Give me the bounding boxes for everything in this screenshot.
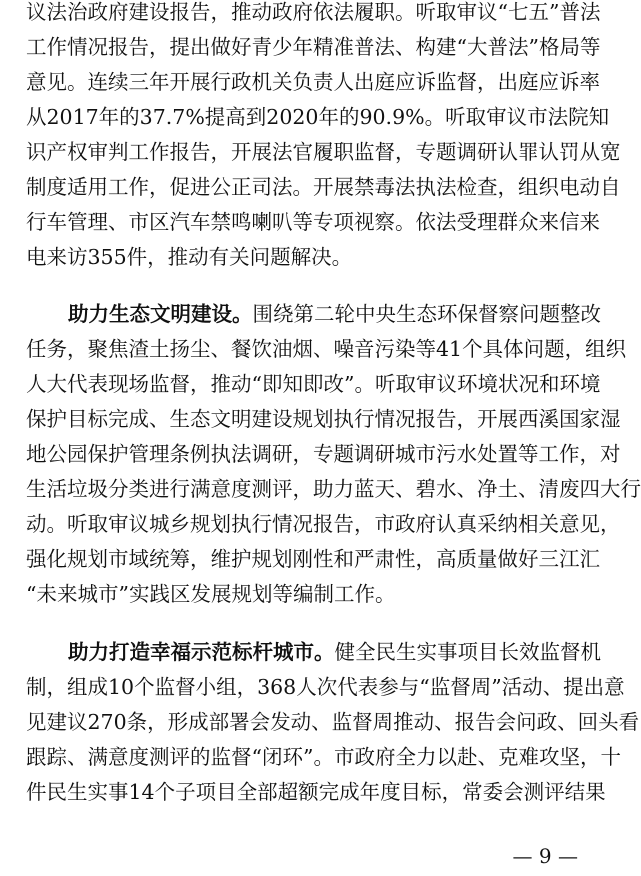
text-line: 电来访355件，推动有关问题解决。 [26,245,353,269]
text-line: 地公园保护管理条例执法调研，专题调研城市污水处置等工作，对 [26,442,621,466]
text-line: 见建议270条，形成部署会发动、监督周推动、报告会问政、回头看 [26,710,640,734]
section-first-line [26,640,601,664]
text-line: 强化规划市域统筹，维护规划刚性和严肃性，高质量做好三江汇 [26,547,600,571]
page-number: — 9 — [512,844,578,868]
section-heading: 助力生态文明建设。 [68,302,253,326]
text-line: 意见。连续三年开展行政机关负责人出庭应诉监督，出庭应诉率 [26,70,600,94]
text-line: 从2017年的37.7%提高到2020年的90.9%。听取审议市法院知 [26,105,610,129]
text-line: 保护目标完成、生态文明建设规划执行情况报告，开展西溪国家湿 [26,407,621,431]
text-line: 制度适用工作，促进公正司法。开展禁毒法执法检查，组织电动自 [26,175,621,199]
text-line: 生活垃圾分类进行满意度测评，助力蓝天、碧水、净土、清废四大行 [26,477,641,501]
text-line: 议法治政府建设报告，推动政府依法履职。听取审议“七五”普法 [26,0,601,24]
text-line: “未来城市”实践区发展规划等编制工作。 [26,582,396,606]
text-line: 人大代表现场监督，推动“即知即改”。听取审议环境状况和环境 [26,372,601,396]
section-text: 健全民生实事项目长效监督机 [334,640,601,664]
section-first-line [26,302,601,326]
text-line: 工作情况报告，提出做好青少年精准普法、构建“大普法”格局等 [26,35,601,59]
text-line: 跟踪、满意度测评的监督“闭环”。市政府全力以赴、克难攻坚，十 [26,745,621,769]
section-heading: 助力打造幸福示范标杆城市。 [68,640,335,664]
text-line: 任务，聚焦渣土扬尘、餐饮油烟、噪音污染等41个具体问题，组织 [26,337,627,361]
text-line: 行车管理、市区汽车禁鸣喇叭等专项视察。依法受理群众来信来 [26,210,600,234]
section-text: 围绕第二轮中央生态环保督察问题整改 [252,302,601,326]
text-line: 制，组成10个监督小组，368人次代表参与“监督周”活动、提出意 [26,675,625,699]
text-line: 件民生实事14个子项目全部超额完成年度目标，常委会测评结果 [26,780,606,804]
text-line: 动。听取审议城乡规划执行情况报告，市政府认真采纳相关意见， [26,512,621,536]
text-line: 识产权审判工作报告，开展法官履职监督，专题调研认罪认罚从宽 [26,140,621,164]
